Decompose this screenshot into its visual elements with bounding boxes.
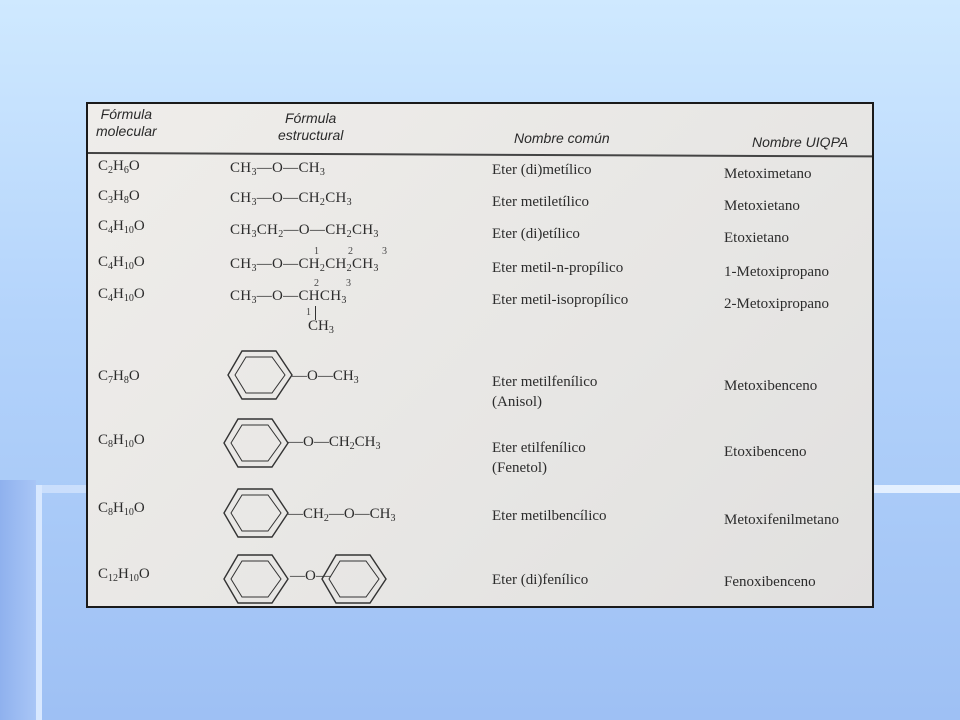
- structural-formula: $CH_3—O—CHCH_3$: [230, 288, 347, 306]
- structural-formula: $CH_3—O—CH_2CH_2CH_3$: [230, 256, 379, 274]
- molecular-formula: $C_4H_{10}O$: [98, 254, 145, 272]
- header-common-name: Nombre común: [514, 130, 610, 146]
- header-molecular-line2: molecular: [96, 123, 157, 139]
- common-name: Eter (di)fenílico: [492, 572, 589, 588]
- common-name: Eter metiletílico: [492, 194, 590, 210]
- iupac-name: Metoximetano: [724, 166, 812, 182]
- header-structural-line2: estructural: [278, 127, 344, 143]
- common-name: Eter (di)metílico: [492, 162, 592, 178]
- common-name: Eter metil-isopropílico: [492, 292, 629, 308]
- carbon-number: 2: [314, 278, 319, 289]
- common-name-alias: (Fenetol): [492, 460, 547, 476]
- structural-formula: $—O—CH_3$: [292, 368, 359, 386]
- structural-formula: $CH_3—O—CH_3$: [230, 160, 326, 178]
- molecular-formula: $C_8H_{10}O$: [98, 432, 145, 450]
- molecular-formula: $C_4H_{10}O$: [98, 286, 145, 304]
- molecular-formula: $C_7H_8O$: [98, 368, 140, 386]
- slide-decoration-stripe: [36, 485, 42, 720]
- iupac-name: Fenoxibenceno: [724, 574, 816, 590]
- header-structural-formula: [278, 110, 343, 144]
- header-molecular-line1: Fórmula: [100, 106, 153, 122]
- benzene-ring: [320, 552, 390, 606]
- common-name: Eter metilbencílico: [492, 508, 607, 524]
- common-name: Eter (di)etílico: [492, 226, 580, 242]
- common-name: Eter metil-n-propílico: [492, 260, 624, 276]
- iupac-name: Etoxibenceno: [724, 444, 807, 460]
- iupac-name: Etoxietano: [724, 230, 789, 246]
- iupac-name: 2-Metoxipropano: [724, 296, 829, 312]
- iupac-name: Metoxietano: [724, 198, 800, 214]
- common-name-alias: (Anisol): [492, 394, 542, 410]
- branch-group: $CH_3$: [308, 318, 334, 336]
- iupac-name: 1-Metoxipropano: [724, 264, 829, 280]
- carbon-number: 1: [314, 246, 319, 257]
- common-name: Eter metilfenílico: [492, 374, 598, 390]
- structural-formula: $—CH_2—O—CH_3$: [288, 506, 396, 524]
- benzene-ring: [226, 348, 296, 402]
- slide-decoration-band: [0, 480, 36, 720]
- header-molecular-formula: [96, 106, 157, 140]
- molecular-formula: $C_{12}H_{10}O$: [98, 566, 150, 584]
- structural-formula: $CH_3CH_2—O—CH_2CH_3$: [230, 222, 379, 240]
- structural-formula: —O—: [290, 568, 331, 584]
- benzene-ring: [222, 552, 292, 606]
- structural-formula: $CH_3—O—CH_2CH_3$: [230, 190, 352, 208]
- carbon-number: 3: [346, 278, 351, 289]
- ether-nomenclature-table: [86, 102, 874, 608]
- iupac-name: Metoxifenilmetano: [724, 512, 839, 528]
- molecular-formula: $C_8H_{10}O$: [98, 500, 145, 518]
- header-iupac-name: Nombre UIQPA: [752, 134, 849, 150]
- molecular-formula: $C_2H_6O$: [98, 158, 140, 176]
- carbon-number: 1: [306, 307, 311, 318]
- benzene-ring: [222, 416, 292, 470]
- header-divider: [88, 152, 874, 157]
- structural-formula: $—O—CH_2CH_3$: [288, 434, 381, 452]
- carbon-number: 3: [382, 246, 387, 257]
- molecular-formula: $C_3H_8O$: [98, 188, 140, 206]
- iupac-name: Metoxibenceno: [724, 378, 818, 394]
- header-structural-line1: Fórmula: [285, 110, 337, 126]
- benzene-ring: [222, 486, 292, 540]
- common-name: Eter etilfenílico: [492, 440, 586, 456]
- molecular-formula: $C_4H_{10}O$: [98, 218, 145, 236]
- carbon-number: 2: [348, 246, 353, 257]
